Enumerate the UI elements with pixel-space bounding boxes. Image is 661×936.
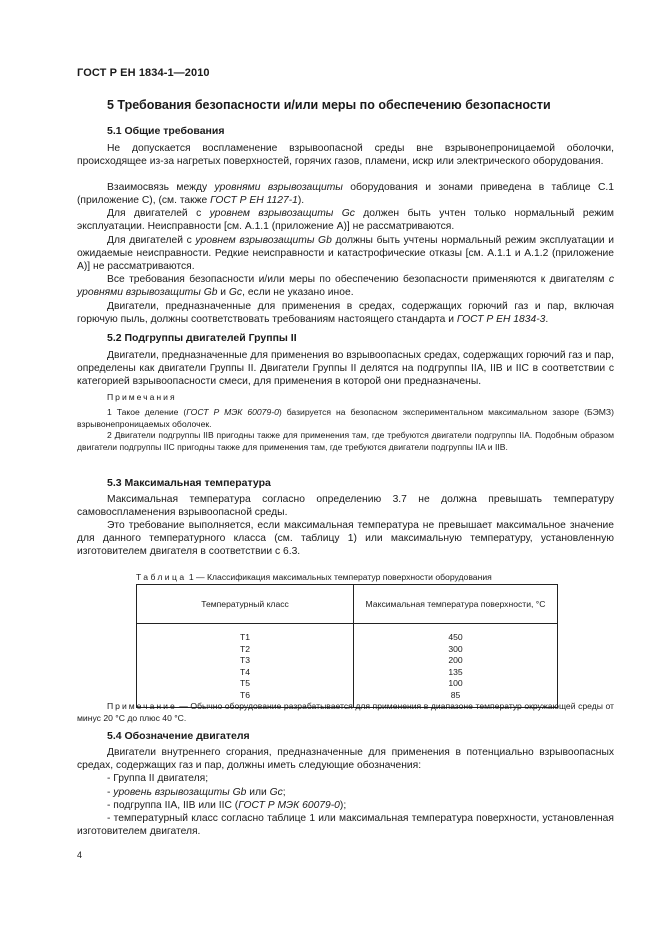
temperature-table (136, 584, 558, 708)
paragraph: Все требования безопасности и/или меры по обеспечению безопасности применяются к двигателям с уровнями взрывозащиты Gb и Gc, если не указано иное. (77, 274, 614, 298)
paragraph: Максимальная температура согласно определению 3.7 не должна превышать температуру самовоспламенения взрывоопасной среды. (77, 494, 614, 518)
notes-heading: Примечания (107, 392, 177, 402)
page-number: 4 (77, 850, 83, 860)
table-cell: T3 (239, 655, 251, 665)
list-item: - подгруппа IIA, IIB или IIC (ГОСТ Р МЭК 60079-0); (107, 800, 347, 811)
document-header: ГОСТ Р ЕН 1834-1—2010 (77, 67, 210, 79)
paragraph: Не допускается воспламенение взрывоопасной среды вне взрывонепроницаемой оболочки, происходящее из-за нагретых поверхностей, горячих газов, пламени, искр или электрического оборудования. (77, 143, 614, 167)
note-2: 2 Двигатели подгруппы IIB пригодны также для применения там, где требуются двигатели подгруппы IIA. Подобным образом двигатели подгруппы IIC пригодны также для применения там, где требуются двигатели подгруппы IIA и IIB. (77, 430, 614, 452)
section-title: 5 Требования безопасности и/или меры по обеспечению безопасности (107, 98, 551, 112)
note-1: 1 Такое деление (ГОСТ Р МЭК 60079-0) базируется на безопасном экспериментальном максимальном зазоре (БЭМЗ) взрывонепроницаемых оболочек. (77, 407, 614, 429)
table-caption: Таблица 1 — Классификация максимальных температур поверхности оборудования (136, 572, 492, 582)
table-cell: T5 (239, 678, 251, 688)
paragraph: Для двигателей с уровнем взрывозащиты Gb должны быть учтены нормальный режим эксплуатации и ожидаемые неисправности. Редкие неисправности и катастрофические отказы [см. А.1.1 и А.1.2 (приложение А)] не рассматриваются. (77, 235, 614, 272)
table-note: Примечание — Обычно оборудование разрабатывается для применения в диапазоне температур окружающей среды от минус 20 °С до плюс 40 °С. (77, 701, 614, 723)
subsection-title-5-4: 5.4 Обозначение двигателя (107, 730, 250, 742)
subsection-title-5-3: 5.3 Максимальная температура (107, 477, 271, 489)
list-item: - Группа II двигателя; (107, 773, 209, 784)
list-item: - температурный класс согласно таблице 1 или максимальная температура поверхности, установленная изготовителем двигателя. (77, 813, 614, 837)
paragraph: Для двигателей с уровнем взрывозащиты Gc должен быть учтен только нормальный режим эксплуатации. Неисправности [см. А.1.1 (приложение А)] не рассматриваются. (77, 208, 614, 232)
paragraph: Двигатели, предназначенные для применения в средах, содержащих горючий газ и пар, включая горючую пыль, должны соответствовать требованиям настоящего стандарта и ГОСТ Р ЕН 1834-3. (77, 301, 614, 325)
table-cell: T4 (239, 666, 251, 677)
table-cell: T2 (239, 643, 251, 654)
table-header-max-temperature: Максимальная температура поверхности, °С (354, 585, 558, 624)
table-cell: 135 (354, 667, 558, 679)
table-cell: T6 (239, 689, 251, 700)
table-cell: 300 (354, 644, 558, 656)
paragraph: Двигатели внутреннего сгорания, предназначенные для применения в потенциально взрывоопасных средах, содержащих газ и пар, должны иметь следующие обозначения: (77, 747, 614, 771)
paragraph: Взаимосвязь между уровнями взрывозащиты оборудования и зонами приведена в таблице С.1 (приложение С), (см. также ГОСТ Р ЕН 1127-1). (77, 182, 614, 206)
table-cell: 200 (354, 655, 558, 667)
table-header-temperature-class: Температурный класс (137, 585, 354, 624)
list-item: - уровень взрывозащиты Gb или Gc; (107, 787, 286, 798)
paragraph: Это требование выполняется, если максимальная температура не превышает максимальное значение для данного температурного класса (см. таблицу 1) или максимальную температуру, установленную изготовителем двигателя в соответствии с 6.3. (77, 520, 614, 557)
table-cell: 100 (354, 678, 558, 690)
table-cell: T1 (239, 632, 251, 642)
table-cell: 450 (354, 624, 558, 644)
table-cell: 85 (354, 690, 558, 708)
subsection-title-5-2: 5.2 Подгруппы двигателей Группы II (107, 332, 297, 344)
paragraph: Двигатели, предназначенные для применения во взрывоопасных средах, содержащих горючий газ и пар, определены как двигатели Группы II. Двигатели Группы II делятся на подгруппы IIA, IIB и IIC в соответствии с категорией взрывоопасности смеси, для применения в которой они предназначены. (77, 350, 614, 387)
subsection-title-5-1: 5.1 Общие требования (107, 125, 225, 137)
